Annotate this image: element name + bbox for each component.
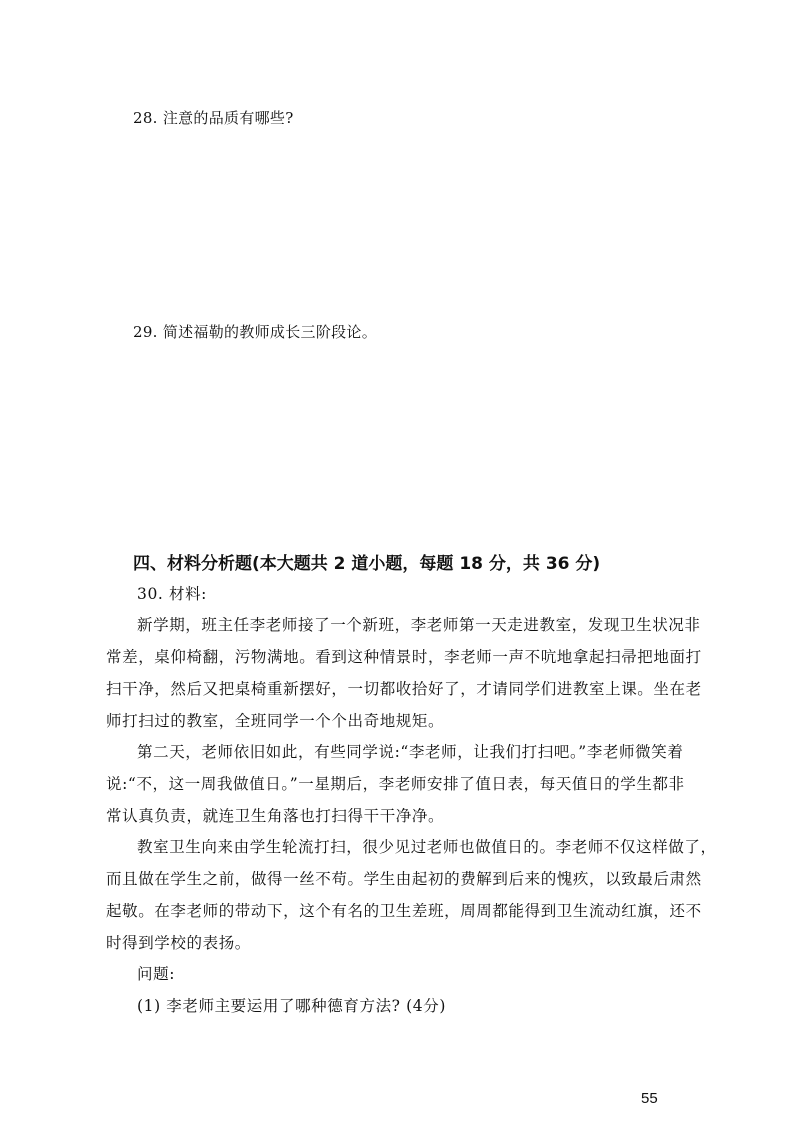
- material-line: 师打扫过的教室，全班同学一个个出奇地规矩。: [106, 712, 445, 730]
- material-line: 新学期，班主任李老师接了一个新班，李老师第一天走进教室，发现卫生状况非: [137, 616, 701, 634]
- material-line: 第二天，老师依旧如此，有些同学说:“李老师，让我们打扫吧。”李老师微笑着: [137, 743, 684, 761]
- material-line: 扫干净，然后又把桌椅重新摆好，一切都收拾好了，才请同学们进教室上课。坐在老: [106, 680, 702, 698]
- sub-question: (1) 李老师主要运用了哪种德育方法? (4分): [137, 997, 446, 1015]
- question-30-label: 30. 材料:: [137, 585, 207, 603]
- material-line: 时得到学校的表扬。: [106, 934, 251, 952]
- material-line: 常差，桌仰椅翻，污物满地。看到这种情景时，李老师一声不吭地拿起扫帚把地面打: [106, 648, 702, 666]
- material-line: 教室卫生向来由学生轮流打扫，很少见过老师也做值日的。李老师不仅这样做了，: [137, 838, 717, 856]
- question-29: 29. 简述福勒的教师成长三阶段论。: [133, 323, 378, 341]
- question-28: 28. 注意的品质有哪些?: [133, 109, 294, 127]
- section-heading: 四、材料分析题(本大题共 2 道小题，每题 18 分，共 36 分): [133, 554, 601, 574]
- question-label: 问题:: [137, 965, 176, 983]
- page-number: 55: [641, 1090, 658, 1107]
- material-line: 起敬。在李老师的带动下，这个有名的卫生差班，周周都能得到卫生流动红旗，还不: [106, 902, 702, 920]
- material-line: 说:“不，这一周我做值日。”一星期后，李老师安排了值日表，每天值日的学生都非: [106, 775, 685, 793]
- material-line: 常认真负责，就连卫生角落也打扫得干干净净。: [106, 807, 445, 825]
- material-line: 而且做在学生之前，做得一丝不苟。学生由起初的费解到后来的愧疚，以致最后肃然: [106, 870, 702, 888]
